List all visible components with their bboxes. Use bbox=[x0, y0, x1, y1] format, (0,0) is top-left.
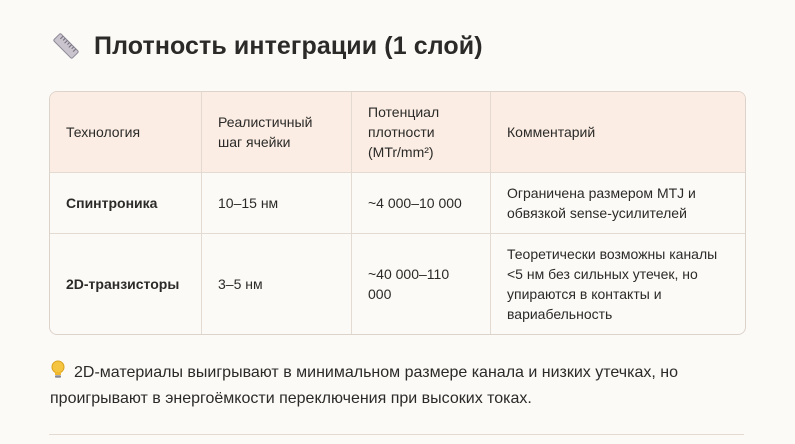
header-technology: Технология bbox=[50, 92, 202, 173]
cell-technology: 2D-транзисторы bbox=[50, 234, 202, 335]
header-cell-pitch: Реалистичный шаг ячейки bbox=[202, 92, 352, 173]
table-row bbox=[50, 234, 745, 335]
cell-comment: Ограничена размером MTJ и обвязкой sense-усилителей bbox=[491, 173, 746, 234]
header-comment: Комментарий bbox=[491, 92, 746, 173]
header-density: Потенциал плотности (MTr/mm²) bbox=[352, 92, 491, 173]
cell-pitch: 3–5 нм bbox=[202, 234, 352, 335]
cell-technology: Спинтроника bbox=[50, 173, 202, 234]
ruler-icon bbox=[50, 30, 82, 62]
lightbulb-icon bbox=[50, 360, 66, 380]
section-heading bbox=[50, 30, 483, 62]
tip-note bbox=[50, 360, 750, 412]
tip-text: 2D-материалы выигрывают в минимальном размере канала и низких утечках, но проигрывают в энергоёмкости переключения при высоких токах. bbox=[50, 364, 678, 407]
divider bbox=[49, 434, 744, 435]
cell-comment: Теоретически возможны каналы <5 нм без сильных утечек, но упираются в контакты и вариабельность bbox=[507, 246, 718, 322]
cell-pitch: 10–15 нм bbox=[202, 173, 352, 234]
page-title: Плотность интеграции (1 слой) bbox=[94, 31, 483, 60]
cell-density: ~4 000–10 000 bbox=[352, 173, 491, 234]
density-table bbox=[49, 91, 746, 335]
table-row bbox=[50, 173, 745, 234]
cell-density: ~40 000–110 000 bbox=[352, 234, 491, 335]
table-header-row bbox=[50, 92, 745, 173]
